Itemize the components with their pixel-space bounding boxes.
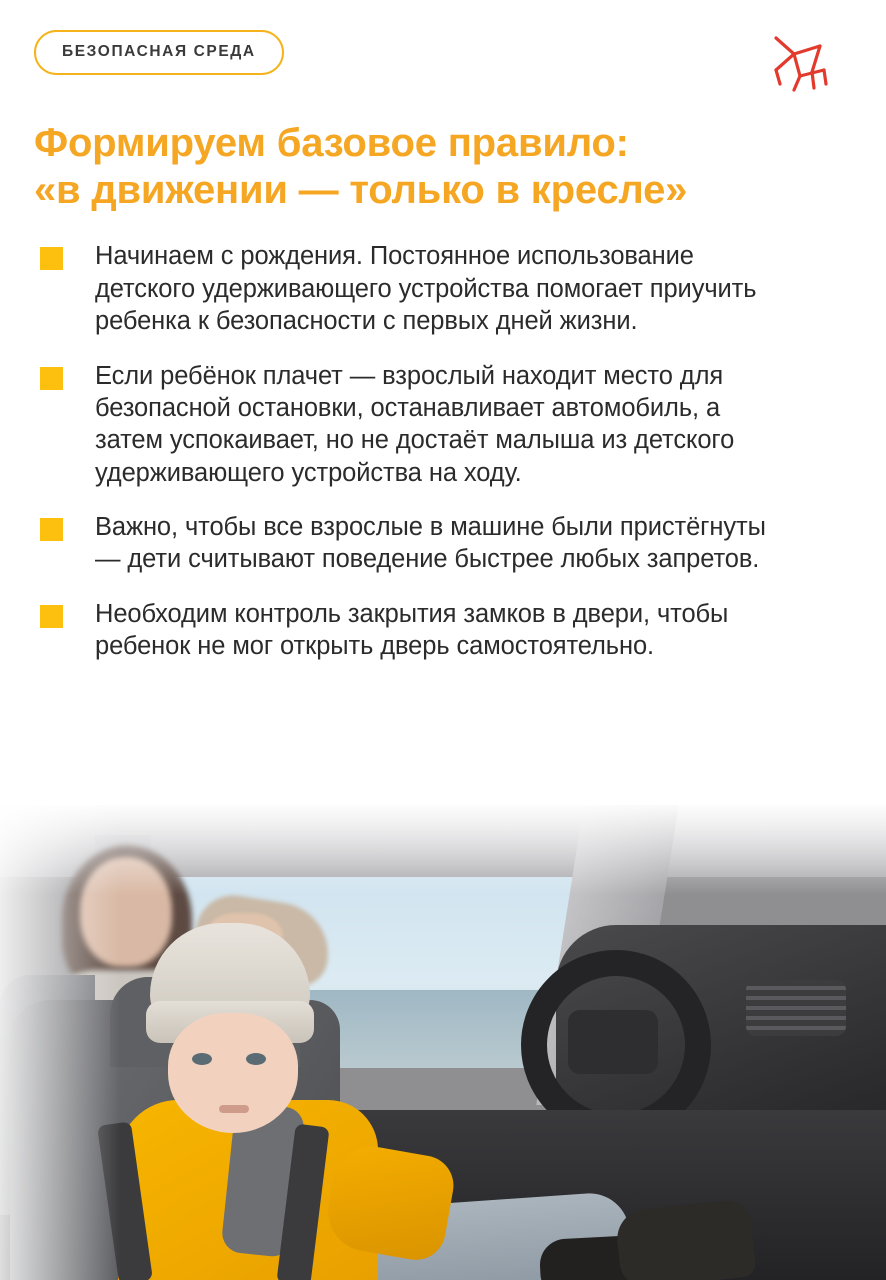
list-item-text: Важно, чтобы все взрослые в машине были пристёгнуты — дети считывают поведение быстрее любых запретов. [95,513,766,574]
photo-illustration [0,805,886,1280]
list-item-text: Если ребёнок плачет — взрослый находит место для безопасной остановки, останавливает автомобиль, а затем успокаивает, но не достаёт малыша из детского удерживающего устройства на ходу. [95,361,735,487]
square-bullet-icon [40,247,63,270]
list-item [34,360,852,490]
child-eye-right [246,1053,266,1065]
child-face [168,1013,298,1133]
header-row [34,30,852,94]
square-bullet-icon [40,367,63,390]
child-mouth [219,1105,249,1113]
child-eye-left [192,1053,212,1065]
square-bullet-icon [40,605,63,628]
air-vent [746,980,846,1036]
square-bullet-icon [40,518,63,541]
photo-top-fade [0,805,886,895]
list-item [34,511,852,576]
list-item [34,598,852,663]
bullet-list [34,240,852,662]
child-boot-right [614,1198,756,1280]
list-item-text: Начинаем с рождения. Постоянное использование детского удерживающего устройства помогает приучить ребенка к безопасности с первых дней жизни. [95,242,757,336]
category-badge: БЕЗОПАСНАЯ СРЕДА [34,30,284,75]
photo-child-in-car-seat [0,805,886,1280]
steering-wheel-hub [568,1010,658,1074]
list-item [34,240,852,337]
chair-outline-icon [764,32,834,94]
page-title-line-1: Формируем базовое правило: [34,121,629,165]
page-title-line-2: «в движении — только в кресле» [34,168,688,213]
page-title [34,120,852,214]
list-item-text: Необходим контроль закрытия замков в двери, чтобы ребенок не мог открыть дверь самостоятельно. [95,599,729,661]
